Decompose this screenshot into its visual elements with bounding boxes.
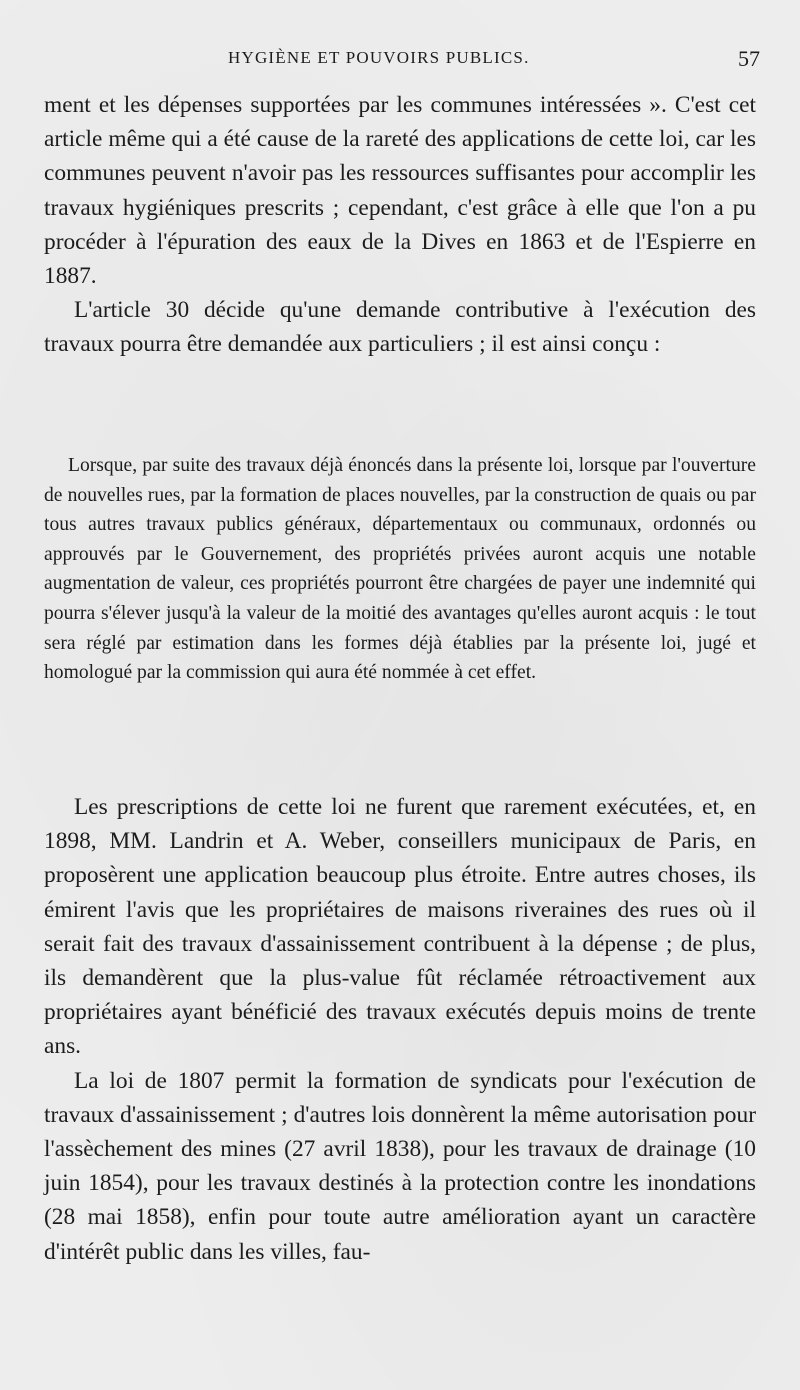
running-head: HYGIÈNE ET POUVOIRS PUBLICS. <box>228 48 530 67</box>
paragraph-loi-1807: La loi de 1807 permit la formation de syndicats pour l'exécution de travaux d'assainissement ; d'autres lois donnèrent la même autorisation pour l'assèchement des mines (27 avril 1838), pour les travaux de drainage (10 juin 1854), pour les travaux destinés à la protection contre les inondations (28 mai 1858), enfin pour toute autre amélioration ayant un caractère d'intérêt public dans les villes, fau- <box>44 1067 756 1265</box>
page-number: 57 <box>738 46 760 71</box>
body-text-top <box>44 88 756 362</box>
page-header <box>44 46 764 76</box>
paragraph-article-30: L'article 30 décide qu'une demande contributive à l'exécution des travaux pourra être demandée aux particuliers ; il est ainsi conçu : <box>44 297 756 358</box>
paragraph-continuation: ment et les dépenses supportées par les communes intéressées ». C'est cet article même qui a été cause de la rareté des applications de cette loi, car les communes peuvent n'avoir pas les ressources suffisantes pour accomplir les travaux hygiéniques prescrits ; cependant, c'est grâce à elle que l'on a pu procéder à l'épuration des eaux de la Dives en 1863 et de l'Espierre en 1887. <box>44 92 756 290</box>
body-text-bottom <box>44 790 756 1269</box>
quote-paragraph: Lorsque, par suite des travaux déjà énoncés dans la présente loi, lorsque par l'ouverture de nouvelles rues, par la formation de places nouvelles, par la construction de quais ou par tous autres travaux publics généraux, départementaux ou communaux, ordonnés ou approuvés par le Gouvernement, des propriétés privées auront acquis une notable augmentation de valeur, ces propriétés pourront être chargées de payer une indemnité qui pourra s'élever jusqu'à la valeur de la moitié des avantages qu'elles auront acquis : le tout sera réglé par estimation dans les formes déjà établies par la présente loi, jugé et homologué par la commission qui aura été nommée à cet effet. <box>44 455 756 684</box>
quoted-law-text <box>44 451 756 688</box>
paragraph-prescriptions: Les prescriptions de cette loi ne furent que rarement exécutées, et, en 1898, MM. Landrin et A. Weber, conseillers municipaux de Paris, en proposèrent une application beaucoup plus étroite. Entre autres choses, ils émirent l'avis que les propriétaires de maisons riveraines des rues où il serait fait des travaux d'assainissement contribuent à la dépense ; de plus, ils demandèrent que la plus-value fût réclamée rétroactivement aux propriétaires ayant bénéficié des travaux exécutés depuis moins de trente ans. <box>44 794 756 1060</box>
